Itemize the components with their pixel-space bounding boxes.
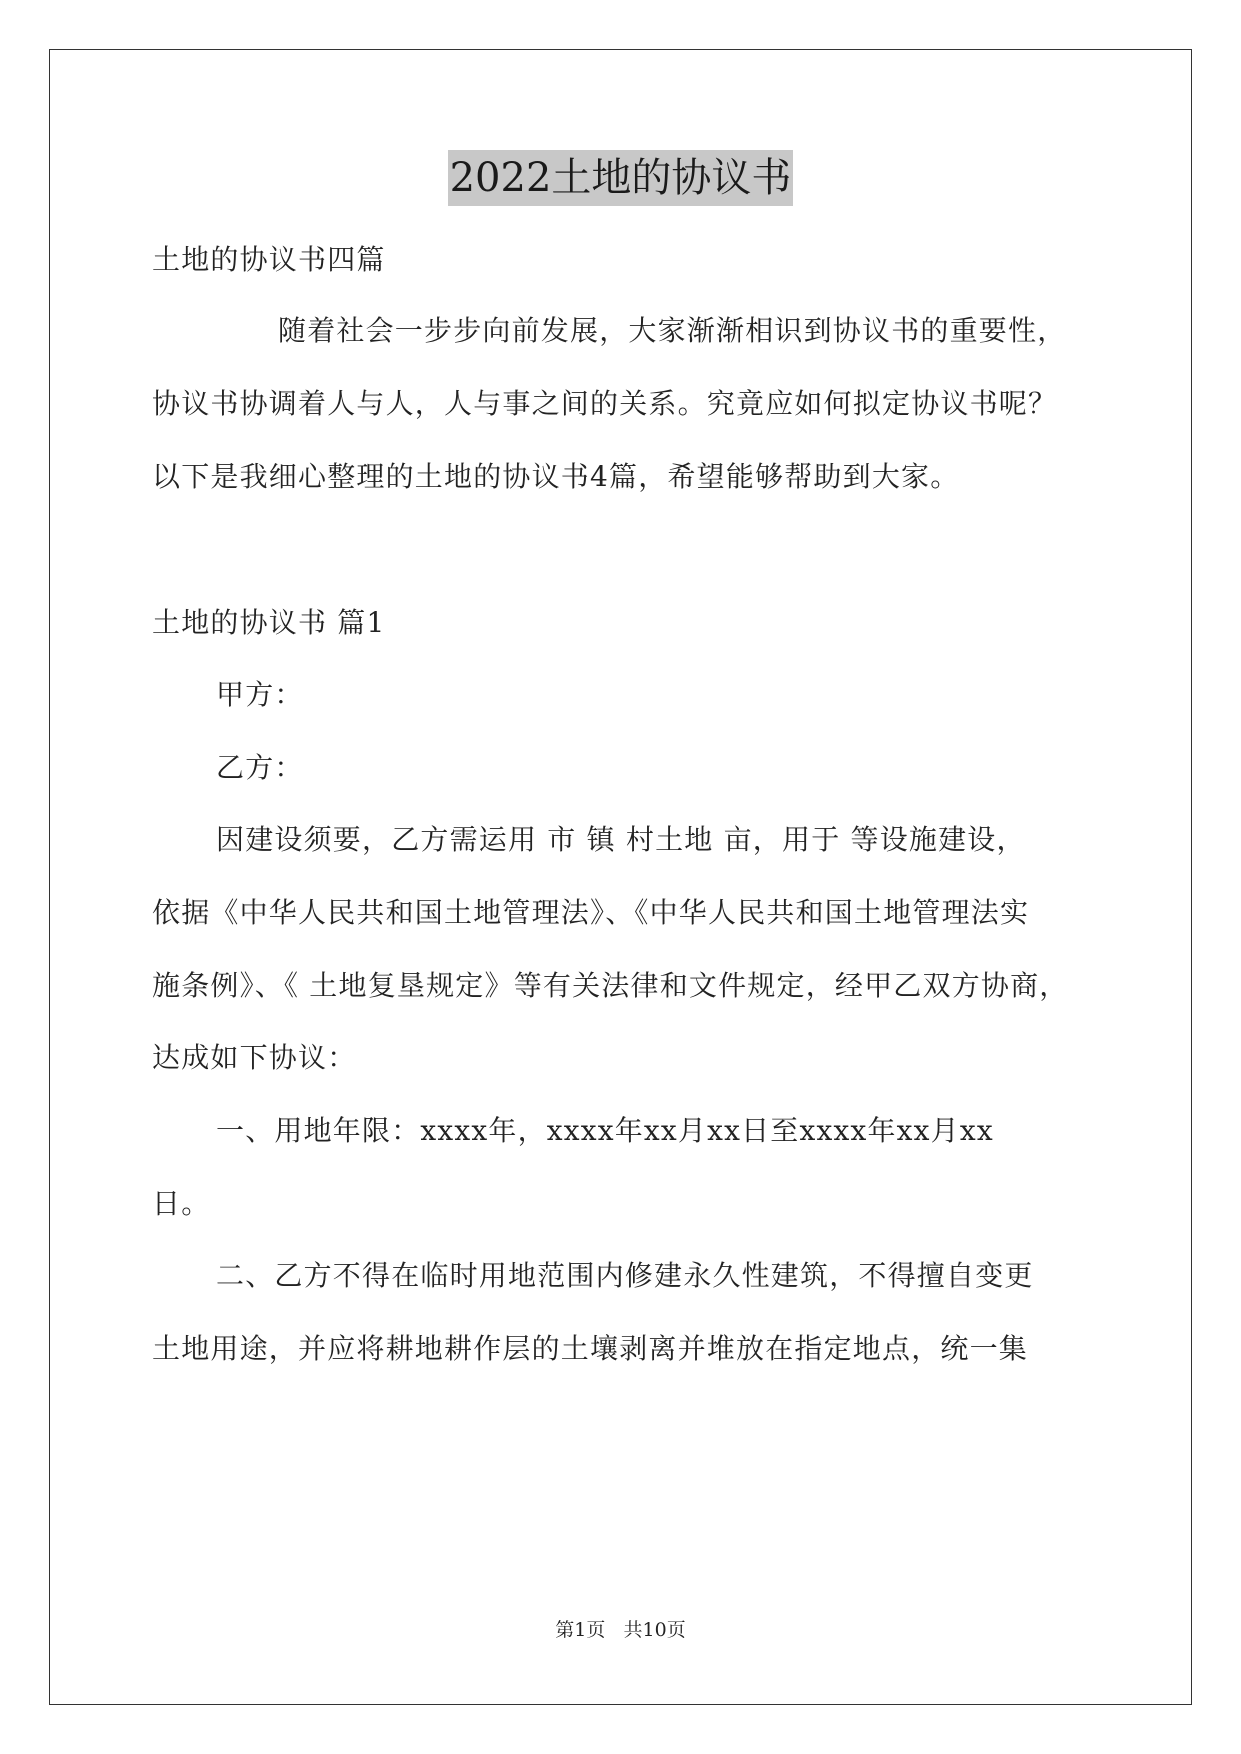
intro-line-2: 协议书协调着人与人，人与事之间的关系。究竟应如何拟定协议书呢？ xyxy=(152,387,1058,420)
subtitle-line: 土地的协议书四篇 xyxy=(152,243,386,276)
clause-1-line-2: 日。 xyxy=(152,1187,211,1220)
party-b-line: 乙方： xyxy=(216,751,304,784)
body-line-4: 达成如下协议： xyxy=(152,1041,357,1074)
page-total: 共10页 xyxy=(623,1619,686,1641)
page-footer xyxy=(0,1618,1241,1642)
section-heading: 土地的协议书 篇1 xyxy=(152,606,386,639)
title-container xyxy=(0,150,1241,206)
body-line-2: 依据《中华人民共和国土地管理法》、《中华人民共和国土地管理法实 xyxy=(152,896,1030,929)
intro-line-1: 随着社会一步步向前发展，大家渐渐相识到协议书的重要性， xyxy=(278,314,1067,347)
body-line-3: 施条例》、《 土地复垦规定》等有关法律和文件规定，经甲乙双方协商， xyxy=(152,969,1069,1002)
clause-2-line-2: 土地用途，并应将耕地耕作层的土壤剥离并堆放在指定地点，统一集 xyxy=(152,1332,1029,1365)
body-line-1: 因建设须要，乙方需运用 市 镇 村土地 亩，用于 等设施建设， xyxy=(216,823,1026,856)
page-number: 第1页 xyxy=(555,1619,606,1641)
clause-2-line-1: 二、乙方不得在临时用地范围内修建永久性建筑，不得擅自变更 xyxy=(216,1259,1034,1292)
page-border xyxy=(49,49,1192,1705)
party-a-line: 甲方： xyxy=(216,678,304,711)
clause-1-line-1: 一、用地年限：xxxx年，xxxx年xx月xx日至xxxx年xx月xx xyxy=(216,1114,994,1147)
intro-line-3: 以下是我细心整理的土地的协议书4篇，希望能够帮助到大家。 xyxy=(152,460,960,493)
document-title: 2022土地的协议书 xyxy=(448,150,794,206)
